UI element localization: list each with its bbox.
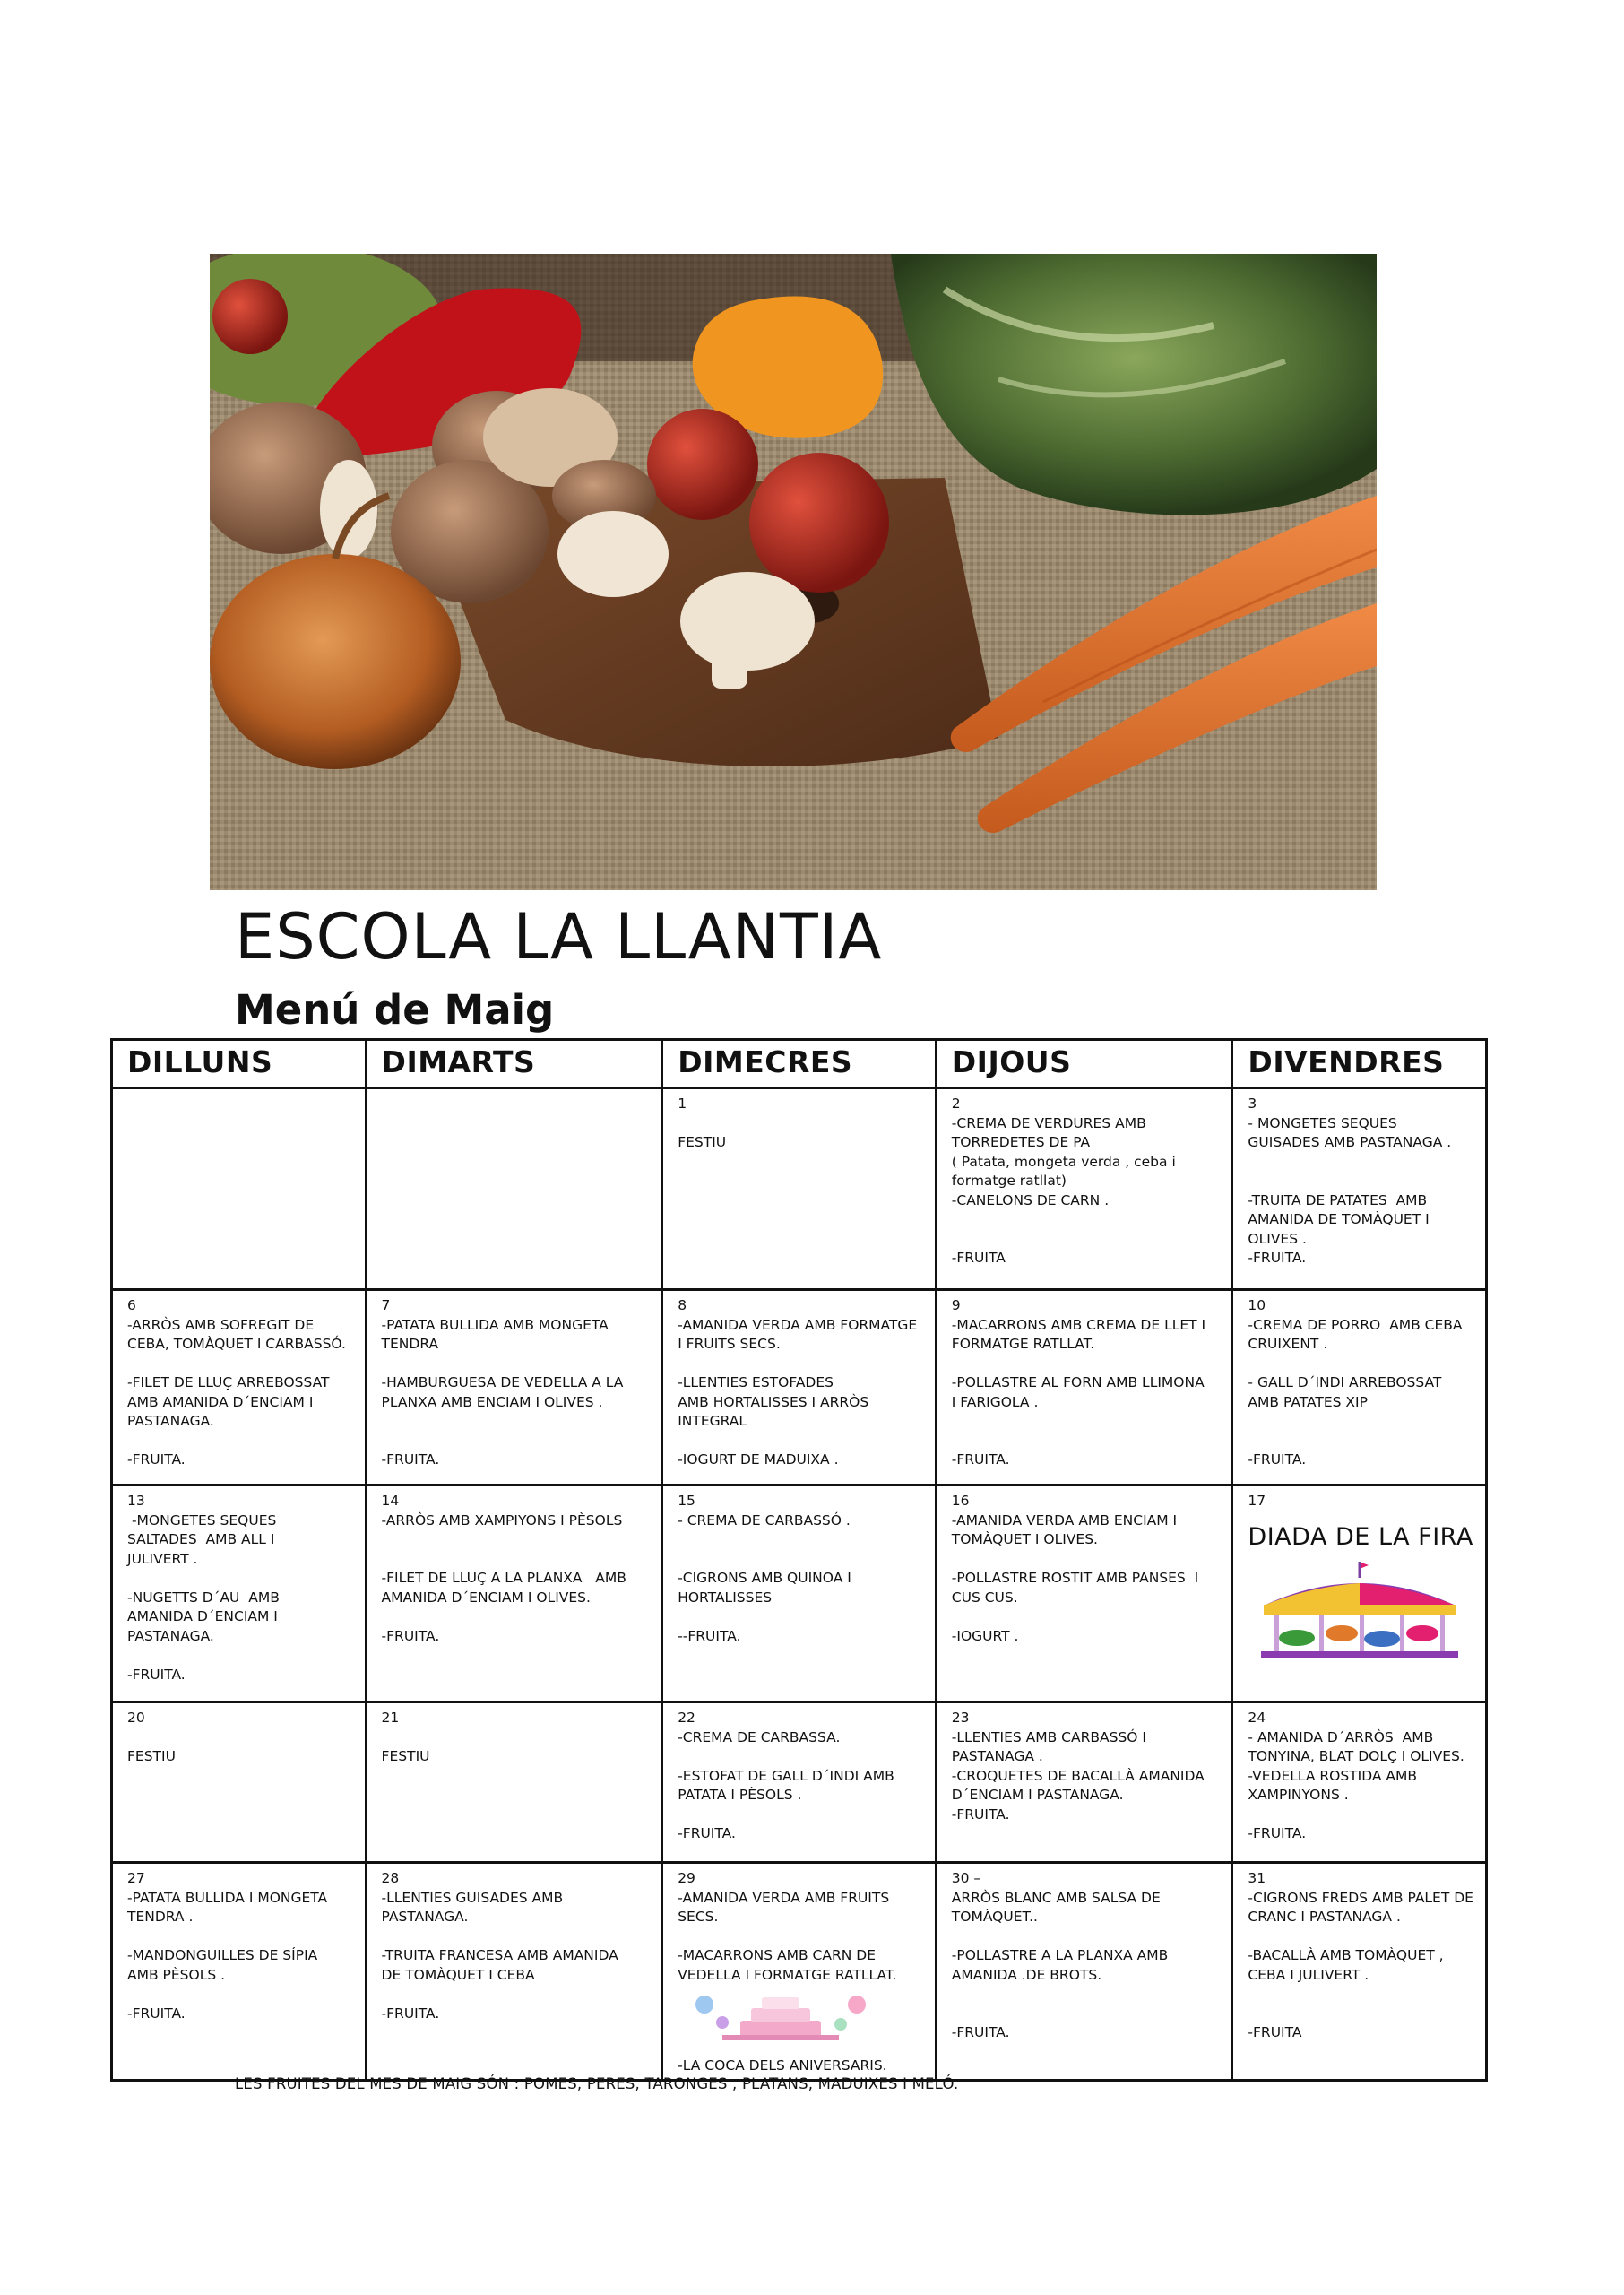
menu-line xyxy=(1248,1985,1478,2005)
menu-line xyxy=(382,1985,654,2005)
day-number: 24 xyxy=(1248,1710,1266,1726)
menu-line: -LLENTIES ESTOFADES xyxy=(678,1374,834,1390)
day-cell xyxy=(662,1290,937,1485)
empty-day-cell xyxy=(366,1088,662,1290)
menu-line: I FRUITS SECS. xyxy=(678,1336,781,1352)
menu-line: -IOGURT . xyxy=(951,1627,1019,1644)
menu-line: VEDELLA I FORMATGE RATLLAT. xyxy=(678,1966,897,1983)
day-number: 10 xyxy=(1248,1297,1266,1313)
day-cell xyxy=(936,1290,1232,1485)
week-row xyxy=(112,1863,1487,2081)
day-number: 13 xyxy=(127,1493,145,1509)
menu-line: CEBA, TOMÀQUET I CARBASSÓ. xyxy=(127,1336,346,1352)
menu-line: ARRÒS BLANC AMB SALSA DE xyxy=(951,1889,1161,1906)
menu-line: -FRUITA. xyxy=(1248,1451,1307,1468)
menu-line xyxy=(678,1114,928,1134)
day-cell xyxy=(662,1863,937,2081)
menu-line: - CREMA DE CARBASSÓ . xyxy=(678,1511,851,1529)
menu-line: PLANXA AMB ENCIAM I OLIVES . xyxy=(381,1393,603,1410)
menu-line xyxy=(1248,1153,1478,1173)
menu-line: -CIGRONS AMB QUINOA I xyxy=(678,1570,851,1586)
day-cell xyxy=(112,1290,367,1485)
menu-line xyxy=(127,1355,358,1374)
day-cell xyxy=(1232,1702,1487,1863)
menu-line xyxy=(952,1412,1224,1432)
menu-line: CEBA I JULIVERT . xyxy=(1248,1966,1369,1983)
menu-line: AMANIDA DE TOMÀQUET I xyxy=(1248,1211,1430,1227)
menu-line xyxy=(1248,1432,1478,1451)
menu-line: AMB AMANIDA D´ENCIAM I xyxy=(127,1393,314,1410)
day-number: 31 xyxy=(1248,1870,1266,1886)
day-cell xyxy=(366,1702,662,1863)
day-cell xyxy=(366,1485,662,1702)
menu-line xyxy=(1248,1927,1478,1947)
day-number: 23 xyxy=(951,1710,970,1726)
menu-line: AMB PÈSOLS . xyxy=(127,1966,226,1983)
day-cell xyxy=(662,1702,937,1863)
menu-line: AMANIDA .DE BROTS. xyxy=(951,1966,1102,1983)
menu-line: -FRUITA. xyxy=(381,2005,440,2022)
menu-line: formatge ratllat) xyxy=(951,1173,1067,1189)
menu-line xyxy=(952,1355,1224,1374)
menu-line: -FRUITA. xyxy=(127,2005,186,2022)
menu-title: Menú de Maig xyxy=(235,986,555,1034)
menu-line: -FILET DE LLUÇ A LA PLANXA AMB xyxy=(381,1570,626,1586)
week-row xyxy=(112,1088,1487,1290)
menu-line xyxy=(952,2005,1224,2024)
day-cell xyxy=(1232,1863,1487,2081)
menu-line xyxy=(678,1806,928,1825)
menu-line: AMANIDA D´ENCIAM I OLIVES. xyxy=(381,1589,591,1606)
menu-line xyxy=(1248,1806,1478,1825)
menu-line: -CIGRONS FREDS AMB PALET DE xyxy=(1248,1889,1473,1906)
day-cell xyxy=(936,1485,1232,1702)
menu-line xyxy=(678,1607,928,1627)
menu-line: -MACARRONS AMB CREMA DE LLET I xyxy=(951,1316,1206,1333)
menu-line: -POLLASTRE AL FORN AMB LLIMONA xyxy=(951,1374,1205,1390)
menu-line: -FRUITA. xyxy=(381,1451,440,1468)
menu-line: AMB PATATES XIP xyxy=(1248,1393,1368,1410)
menu-line xyxy=(1248,1355,1478,1374)
menu-line: PASTANAGA. xyxy=(381,1909,469,1925)
menu-line xyxy=(678,1550,928,1570)
day-number: 8 xyxy=(678,1297,687,1313)
menu-line: TONYINA, BLAT DOLÇ I OLIVES. xyxy=(1248,1748,1464,1764)
anniversary-note: -LA COCA DELS ANIVERSARIS. xyxy=(678,2057,887,2074)
menu-line: -FRUITA. xyxy=(951,2024,1010,2040)
menu-line: -POLLASTRE ROSTIT AMB PANSES I xyxy=(951,1570,1199,1586)
menu-line: -LLENTIES GUISADES AMB xyxy=(381,1889,564,1906)
day-cell xyxy=(366,1863,662,2081)
menu-line xyxy=(952,1210,1224,1230)
menu-line xyxy=(382,1607,654,1627)
menu-line: -FRUITA. xyxy=(381,1627,440,1644)
special-event-label: DIADA DE LA FIRA xyxy=(1248,1522,1473,1551)
menu-line: -FRUITA. xyxy=(951,1451,1010,1468)
monthly-menu-table xyxy=(110,1038,1488,2082)
day-cell xyxy=(112,1863,367,2081)
menu-line xyxy=(127,1646,358,1666)
menu-line: -VEDELLA ROSTIDA AMB xyxy=(1248,1767,1418,1784)
day-cell xyxy=(936,1088,1232,1290)
weekday-header: DIJOUS xyxy=(936,1040,1232,1088)
menu-line: -CROQUETES DE BACALLÀ AMANIDA xyxy=(951,1767,1205,1784)
menu-line: CRANC I PASTANAGA . xyxy=(1248,1909,1401,1925)
vegetables-photo-icon xyxy=(210,254,1377,890)
day-number: 28 xyxy=(381,1870,400,1886)
carousel-icon xyxy=(1248,1562,1478,1671)
menu-line: TOMÀQUET I OLIVES. xyxy=(951,1531,1098,1547)
menu-line: -CREMA DE CARBASSA. xyxy=(678,1728,841,1745)
menu-line xyxy=(678,1530,928,1550)
menu-line: TOMÀQUET.. xyxy=(951,1909,1038,1925)
menu-line: -FRUITA. xyxy=(1248,1250,1307,1266)
menu-line: -NUGETTS D´AU AMB xyxy=(127,1589,280,1606)
menu-line: INTEGRAL xyxy=(678,1413,747,1429)
menu-line: ( Patata, mongeta verda , ceba i xyxy=(951,1153,1176,1170)
menu-line: -FRUITA. xyxy=(127,1666,186,1683)
day-number: 15 xyxy=(678,1493,695,1509)
menu-line: -IOGURT DE MADUIXA . xyxy=(678,1451,839,1468)
menu-line: TORREDETES DE PA xyxy=(951,1134,1091,1150)
day-cell xyxy=(662,1485,937,1702)
menu-line: -FRUITA. xyxy=(951,1806,1010,1823)
weekday-header: DIMARTS xyxy=(366,1040,662,1088)
menu-line: CRUIXENT . xyxy=(1248,1336,1328,1352)
menu-line: -BACALLÀ AMB TOMÀQUET , xyxy=(1248,1947,1444,1963)
day-cell xyxy=(366,1290,662,1485)
menu-line: AMB HORTALISSES I ARRÒS xyxy=(678,1393,869,1410)
menu-line: PASTANAGA. xyxy=(127,1627,214,1644)
menu-line xyxy=(952,1230,1224,1250)
menu-line: JULIVERT . xyxy=(127,1550,198,1567)
menu-line xyxy=(382,1530,654,1550)
menu-line xyxy=(1248,2005,1478,2024)
day-cell xyxy=(1232,1088,1487,1290)
menu-line: PASTANAGA. xyxy=(127,1413,214,1429)
menu-line xyxy=(952,1927,1224,1947)
menu-line xyxy=(382,1412,654,1432)
menu-line: - MONGETES SEQUES xyxy=(1248,1114,1397,1131)
menu-line xyxy=(1248,1412,1478,1432)
menu-line: -TRUITA DE PATATES AMB xyxy=(1248,1191,1428,1208)
menu-line xyxy=(952,1985,1224,2005)
menu-line: FESTIU xyxy=(381,1748,430,1764)
day-number: 22 xyxy=(678,1710,695,1726)
menu-line: FESTIU xyxy=(127,1748,176,1764)
menu-line xyxy=(127,1728,358,1748)
menu-line: -PATATA BULLIDA I MONGETA xyxy=(127,1889,328,1906)
empty-day-cell xyxy=(112,1088,367,1290)
menu-line xyxy=(382,1432,654,1451)
menu-line: -PATATA BULLIDA AMB MONGETA xyxy=(381,1316,609,1333)
menu-line: PASTANAGA . xyxy=(951,1748,1043,1764)
day-number: 21 xyxy=(381,1710,400,1726)
menu-line: DE TOMÀQUET I CEBA xyxy=(381,1966,535,1983)
day-cell xyxy=(1232,1485,1487,1702)
fruits-footnote: LES FRUITES DEL MES DE MAIG SÓN : POMES, PERES, TARONGES , PLATANS, MADUIXES I MELÓ. xyxy=(235,2075,959,2092)
menu-line: -ARRÒS AMB SOFREGIT DE xyxy=(127,1316,315,1333)
day-cell xyxy=(936,1863,1232,2081)
vegetables-photo xyxy=(210,254,1377,890)
menu-line: SALTADES AMB ALL I xyxy=(127,1531,275,1547)
menu-line xyxy=(382,1550,654,1570)
menu-line: -MONGETES SEQUES xyxy=(127,1511,277,1529)
menu-line: -CREMA DE PORRO AMB CEBA xyxy=(1248,1316,1463,1333)
menu-line xyxy=(127,1569,358,1589)
menu-line xyxy=(382,1355,654,1374)
menu-line: -AMANIDA VERDA AMB FRUITS xyxy=(678,1889,890,1906)
menu-line: -FRUITA. xyxy=(678,1825,736,1841)
day-number: 3 xyxy=(1248,1096,1257,1112)
menu-line: -CREMA DE VERDURES AMB xyxy=(951,1114,1146,1131)
weekday-header: DIVENDRES xyxy=(1232,1040,1487,1088)
menu-line: -ESTOFAT DE GALL D´INDI AMB xyxy=(678,1767,894,1784)
menu-line xyxy=(678,1355,928,1374)
menu-line: --FRUITA. xyxy=(678,1627,741,1644)
day-number: 29 xyxy=(678,1870,695,1886)
birthday-cake-icon xyxy=(687,1992,928,2048)
menu-line: HORTALISSES xyxy=(678,1589,773,1606)
menu-line xyxy=(127,1432,358,1451)
menu-line xyxy=(952,1550,1224,1570)
day-number: 6 xyxy=(127,1297,136,1313)
week-row xyxy=(112,1290,1487,1485)
menu-line: -LLENTIES AMB CARBASSÓ I xyxy=(951,1728,1146,1745)
day-cell xyxy=(1232,1290,1487,1485)
menu-line xyxy=(952,1432,1224,1451)
menu-line: CUS CUS. xyxy=(951,1589,1018,1606)
menu-line xyxy=(678,1747,928,1767)
menu-line: -FRUITA. xyxy=(127,1451,186,1468)
menu-line: -HAMBURGUESA DE VEDELLA A LA xyxy=(381,1374,624,1390)
day-number: 17 xyxy=(1248,1493,1266,1509)
menu-line: TENDRA . xyxy=(127,1909,194,1925)
menu-line xyxy=(1248,1172,1478,1191)
menu-line: -MANDONGUILLES DE SÍPIA xyxy=(127,1947,318,1963)
menu-line: -CANELONS DE CARN . xyxy=(951,1191,1110,1208)
day-number: 7 xyxy=(381,1297,391,1313)
menu-line xyxy=(678,1432,928,1451)
menu-line: -FRUITA xyxy=(1248,2024,1302,2040)
menu-line: -AMANIDA VERDA AMB ENCIAM I xyxy=(951,1511,1178,1529)
day-number: 14 xyxy=(381,1493,400,1509)
menu-line: -POLLASTRE A LA PLANXA AMB xyxy=(951,1947,1169,1963)
menu-line: -FRUITA. xyxy=(1248,1825,1307,1841)
menu-line: TENDRA xyxy=(381,1336,439,1352)
day-number: 30 – xyxy=(951,1870,981,1886)
day-number: 27 xyxy=(127,1870,145,1886)
week-row xyxy=(112,1485,1487,1702)
menu-line: OLIVES . xyxy=(1248,1230,1307,1247)
day-number: 20 xyxy=(127,1710,145,1726)
menu-line xyxy=(382,1927,654,1947)
menu-line: - GALL D´INDI ARREBOSSAT xyxy=(1248,1374,1442,1390)
menu-line: D´ENCIAM I PASTANAGA. xyxy=(951,1787,1124,1803)
school-title: ESCOLA LA LLANTIA xyxy=(235,900,883,974)
day-number: 9 xyxy=(951,1297,961,1313)
menu-line xyxy=(952,1607,1224,1627)
day-number: 1 xyxy=(678,1096,687,1112)
menu-line xyxy=(678,1927,928,1947)
menu-line: - AMANIDA D´ARRÒS AMB xyxy=(1248,1728,1434,1745)
menu-line xyxy=(127,1985,358,2005)
day-cell xyxy=(936,1702,1232,1863)
menu-line: -MACARRONS AMB CARN DE xyxy=(678,1947,876,1963)
weekday-header: DIMECRES xyxy=(662,1040,937,1088)
weekday-header-row xyxy=(112,1040,1487,1088)
menu-line: -ARRÒS AMB XAMPIYONS I PÈSOLS xyxy=(381,1511,623,1529)
menu-line: I FARIGOLA . xyxy=(951,1393,1039,1410)
menu-line: -FILET DE LLUÇ ARREBOSSAT xyxy=(127,1374,330,1390)
weekday-header: DILLUNS xyxy=(112,1040,367,1088)
menu-line: GUISADES AMB PASTANAGA . xyxy=(1248,1134,1452,1150)
day-cell xyxy=(662,1088,937,1290)
menu-line xyxy=(127,1927,358,1947)
day-cell xyxy=(112,1702,367,1863)
menu-line: XAMPINYONS . xyxy=(1248,1787,1349,1803)
menu-line: PATATA I PÈSOLS . xyxy=(678,1787,802,1803)
menu-line: FORMATGE RATLLAT. xyxy=(951,1336,1095,1352)
week-row xyxy=(112,1702,1487,1863)
menu-line xyxy=(382,1728,654,1748)
day-cell xyxy=(112,1485,367,1702)
menu-line: -TRUITA FRANCESA AMB AMANIDA xyxy=(381,1947,618,1963)
menu-line: SECS. xyxy=(678,1909,719,1925)
day-number: 16 xyxy=(951,1493,970,1509)
menu-line: FESTIU xyxy=(678,1134,727,1150)
menu-line: -FRUITA xyxy=(951,1250,1006,1266)
menu-line: -AMANIDA VERDA AMB FORMATGE xyxy=(678,1316,918,1333)
day-number: 2 xyxy=(951,1096,961,1112)
menu-line: AMANIDA D´ENCIAM I xyxy=(127,1608,278,1624)
